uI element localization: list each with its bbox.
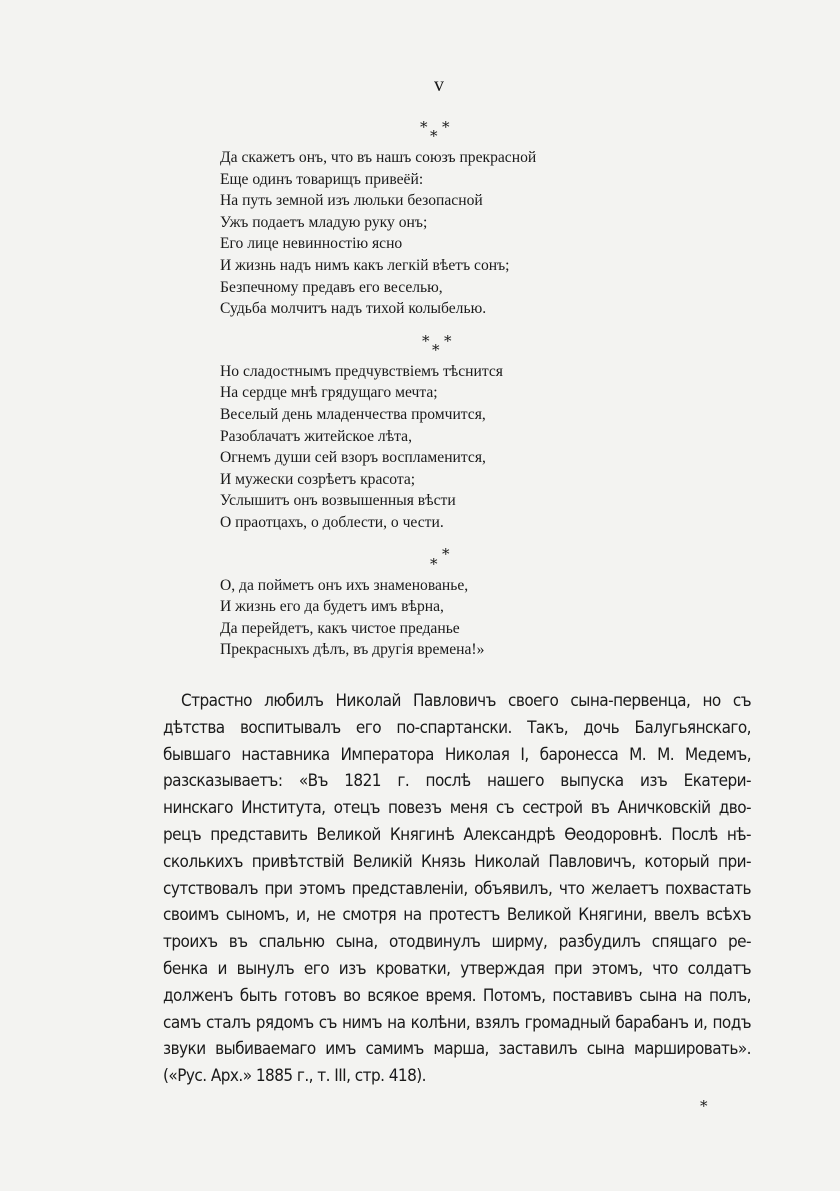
poem-line: И мужески созрѣетъ красота; [220, 470, 416, 488]
prose-line [163, 715, 751, 742]
star-icon: * [432, 340, 440, 359]
asterism-divider [420, 115, 480, 147]
poem-line: И жизнь его да будетъ имъ вѣрна, [220, 598, 444, 616]
poem-line: На путь земной изъ люльки безопасной [220, 192, 483, 210]
star-icon: * [430, 127, 438, 145]
prose-line-text: троихъ въ спальню сына, отодвинулъ ширму, разбудилъ спящаго ре- [163, 932, 751, 953]
prose-line [163, 795, 751, 822]
prose-line-text: сколькихъ привѣтствій Великій Князь Николай Павловичъ, который при- [163, 851, 751, 872]
prose-line-text: Страстно любилъ Николай Павловичъ своего сына-первенца, но съ [181, 691, 751, 711]
poem-stanza [220, 575, 640, 661]
star-icon: * [444, 331, 452, 350]
star-icon: * [422, 331, 430, 350]
prose-line [163, 983, 751, 1010]
prose-line [163, 1063, 751, 1090]
prose-line [163, 902, 751, 929]
poem-stanza [220, 361, 640, 534]
prose-line-text: («Рус. Арх.» 1885 г., т. III, стр. 418). [163, 1066, 426, 1087]
poem-line: О праотцахъ, о доблести, о чести. [220, 513, 444, 531]
poem-line: Его лице невинностію ясно [220, 235, 403, 253]
star-icon: * [430, 554, 438, 573]
prose-line [163, 768, 751, 795]
poem-line: Еще одинъ товарищъ привеёй: [220, 170, 424, 188]
poem-stanza [220, 147, 640, 320]
prose-line [163, 929, 751, 956]
poem-line: Но сладостнымъ предчувствіемъ тѣснится [220, 362, 503, 380]
poem-line: Услышитъ онъ возвышенныя вѣсти [220, 492, 456, 510]
prose-line [163, 1036, 751, 1063]
prose-line [163, 849, 751, 876]
poem-line: Да скажетъ онъ, что въ нашъ союзъ прекрасной [220, 149, 537, 166]
star-icon: * [442, 544, 450, 563]
poem-line: И жизнь надъ нимъ какъ легкій вѣетъ сонъ; [220, 256, 510, 274]
star-icon: * [700, 1097, 708, 1115]
poem-line: Безпечному предавъ его веселью, [220, 278, 443, 296]
prose-line [163, 1010, 751, 1037]
poem-line: Судьба молчитъ надъ тихой колыбелью. [220, 300, 487, 318]
poem-line: Прекрасныхъ дѣлъ, въ другія времена!» [220, 641, 485, 659]
poem-line: Огнемъ души сей взоръ воспламенится, [220, 449, 486, 467]
prose-line-text: бывшаго наставника Императора Николая I, баронесса М. М. Медемъ, [163, 744, 751, 765]
prose-line-text: звуки выбиваемаго имъ самимъ марша, заставилъ сына маршировать». [163, 1039, 751, 1060]
poem-line: Ужъ подаетъ младую руку онъ; [220, 213, 428, 231]
poem-line: О, да пойметъ онъ ихъ знаменованье, [220, 576, 469, 594]
star-icon: * [442, 118, 450, 136]
poem [220, 115, 640, 670]
prose-line-text: сутствовалъ при этомъ представленіи, объявилъ, что желаетъ похвастать [163, 878, 751, 899]
prose-line [163, 742, 751, 769]
prose-line-text: своимъ сыномъ, и, не смотря на протестъ Великой Княгини, ввелъ всѣхъ [163, 905, 751, 926]
prose-line-text: долженъ быть готовъ во всякое время. Потомъ, поставивъ сына на полъ, [163, 985, 751, 1006]
prose-line-text: рецъ представить Великой Княгинѣ Александрѣ Ѳеодоровнѣ. Послѣ нѣ- [163, 824, 751, 845]
asterism-divider [422, 329, 482, 361]
poem-line: Разоблачатъ житейское лѣта, [220, 427, 413, 445]
page-number: v [434, 74, 444, 96]
asterism-divider [430, 543, 490, 575]
star-icon: * [420, 118, 428, 136]
prose-line [163, 688, 751, 715]
prose-line-text: бенка и вынулъ его изъ кроватки, утверждая при этомъ, что солдатъ [163, 958, 751, 979]
prose-line-text: нинскаго Института, отецъ повезъ меня съ сестрой въ Аничковскій дво- [163, 798, 751, 819]
poem-line: Да перейдетъ, какъ чистое преданье [220, 619, 460, 637]
prose-line-text: разсказываетъ: «Въ 1821 г. послѣ нашего выпуска изъ Екатери- [163, 771, 751, 792]
prose-line-text: дѣтства воспитывалъ его по-спартански. Такъ, дочь Балугьянскаго, [163, 717, 751, 738]
prose-line [163, 822, 751, 849]
prose-paragraph [163, 688, 751, 1090]
poem-line: Веселый день младенчества промчится, [220, 405, 486, 423]
prose-line [163, 876, 751, 903]
prose-line [163, 956, 751, 983]
poem-line: На сердце мнѣ грядущаго мечта; [220, 384, 438, 402]
prose-line-text: самъ сталъ рядомъ съ нимъ на колѣни, взялъ громадный барабанъ и, подъ [163, 1012, 751, 1033]
